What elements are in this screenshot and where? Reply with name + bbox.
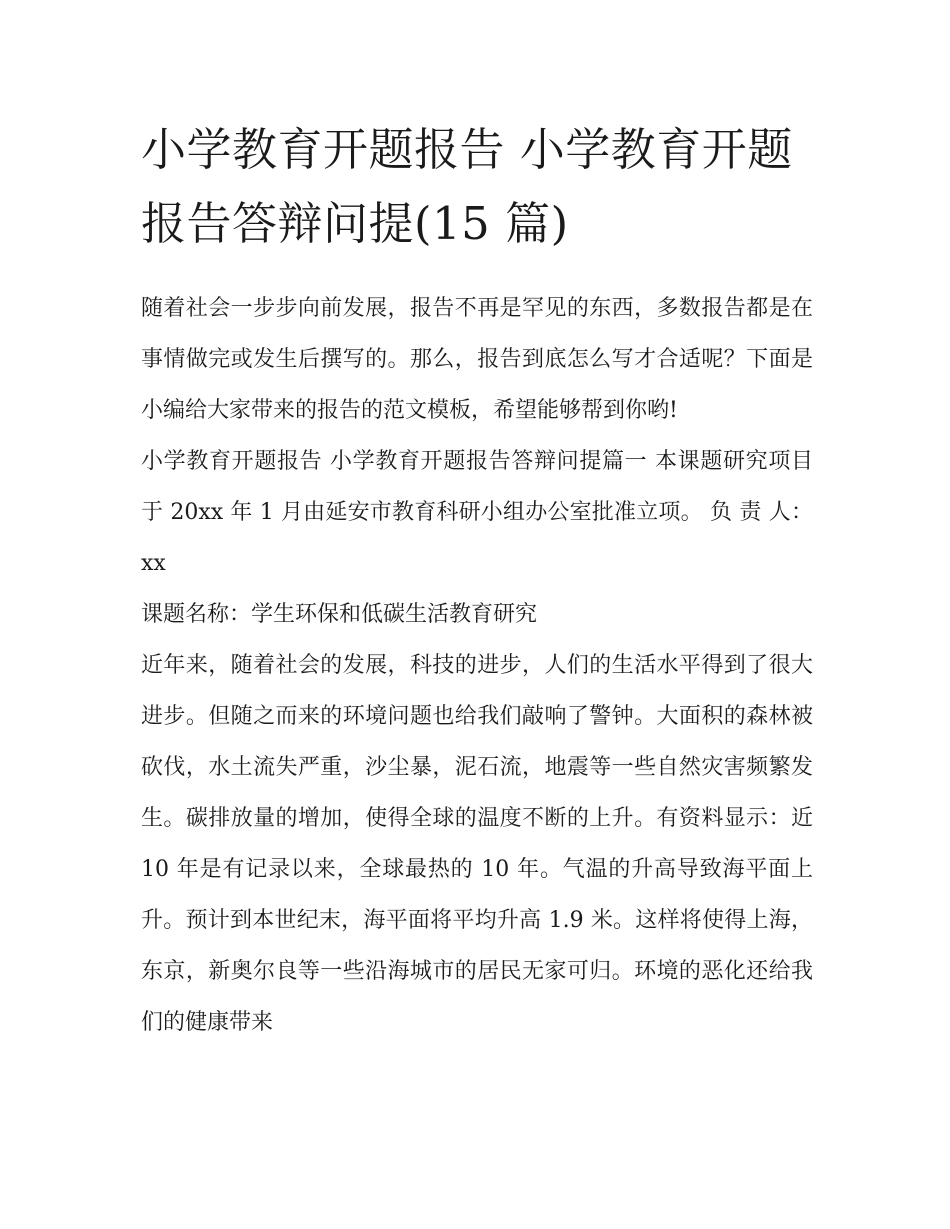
background-paragraph: 近年来，随着社会的发展，科技的进步，人们的生活水平得到了很大进步。但随之而来的环境问题也给我们敲响了警钟。大面积的森林被砍伐，水土流失严重，沙尘暴，泥石流，地震等一些自然灾害频繁发生。碳排放量的增加，使得全球的温度不断的上升。有资料显示：近 10 年是有记录以来，全球最热的 10 年。气温的升高导致海平面上升。预计到本世纪末，海平面将平均升高 1.9 米。这样将使得上海，东京，新奥尔良等一些沿海城市的居民无家可归。环境的恶化还给我们的健康带来 <box>141 653 813 1035</box>
document-body <box>141 283 813 1048</box>
topic-name-paragraph: 课题名称：学生环保和低碳生活教育研究 <box>141 602 538 627</box>
document-title: 小学教育开题报告 小学教育开题报告答辩问提(15 篇) <box>141 123 793 250</box>
document-page <box>141 113 813 1048</box>
project-info-paragraph: 小学教育开题报告 小学教育开题报告答辩问提篇一 本课题研究项目于 20xx 年 1 月由延安市教育科研小组办公室批准立项。 负 责 人：xx <box>141 449 813 576</box>
intro-paragraph: 随着社会一步步向前发展，报告不再是罕见的东西，多数报告都是在事情做完或发生后撰写的。那么，报告到底怎么写才合适呢？下面是小编给大家带来的报告的范文模板，希望能够帮到你哟! <box>141 296 813 423</box>
